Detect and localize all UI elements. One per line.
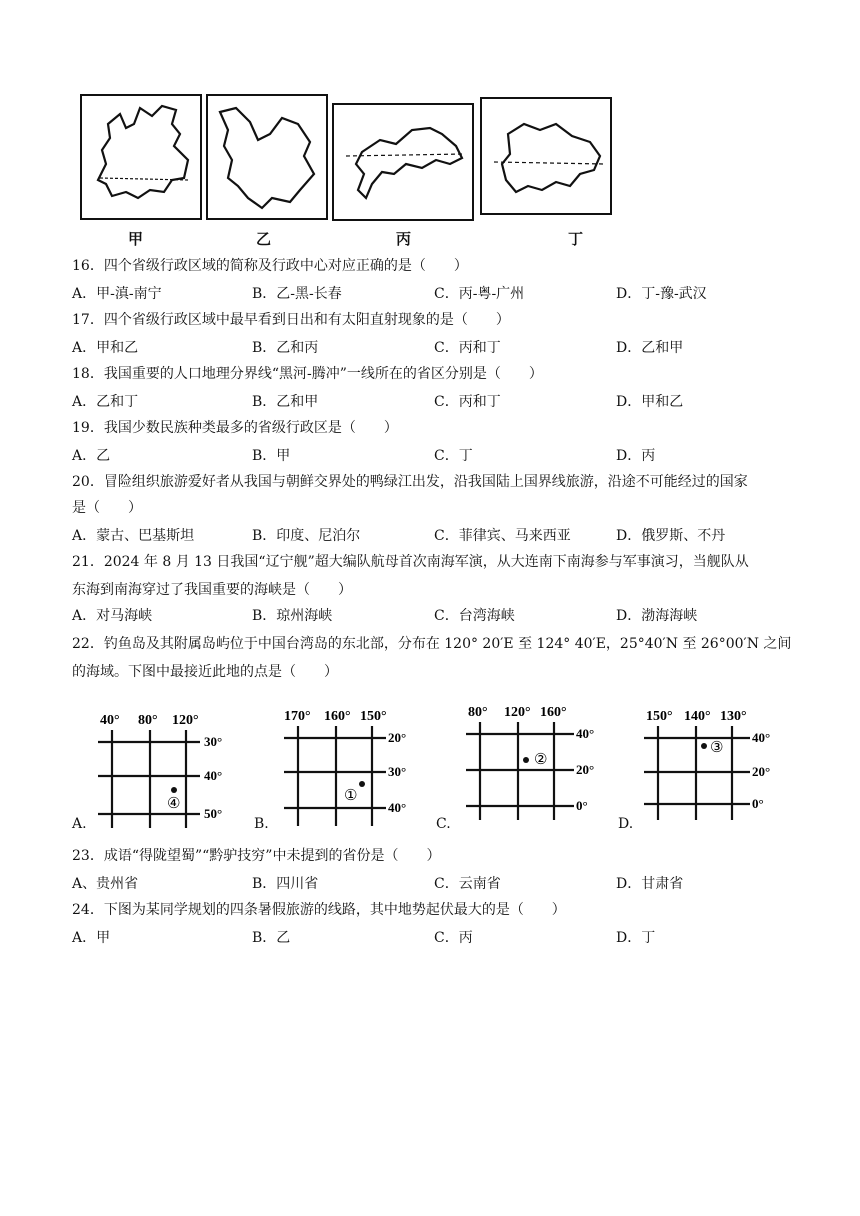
map-label-ding: 丁 [568,230,584,248]
q19-option-a: A．乙 [72,448,111,464]
q17-option-b: B．乙和丙 [252,340,319,356]
q23-option-c: C．云南省 [434,876,501,892]
q23-option-a: A、贵州省 [72,876,139,892]
q19-option-d: D．丙 [616,448,656,464]
question-17-text: 17．四个省级行政区域中最早看到日出和有太阳直射现象的是（ ） [72,312,510,328]
grid-d-figure [616,696,796,832]
province-map-yi [206,94,330,222]
q19-option-b: B．甲 [252,448,291,464]
grid-c-side-label-2: 20° [576,762,595,777]
grid-b-letter: B. [254,816,269,832]
grid-option-c [434,692,614,836]
q18-option-d: D．甲和乙 [616,394,684,410]
grid-b-figure [252,700,422,836]
q24-option-c: C．丙 [434,930,473,946]
question-16-text: 16．四个省级行政区域的简称及行政中心对应正确的是（ ） [72,258,468,274]
grid-option-d [616,696,796,836]
q17-option-d: D．乙和甲 [616,340,684,356]
grid-b-side-label-1: 20° [388,730,407,745]
question-20-text-line2: 是（ ） [72,500,142,516]
grid-c-top-label-1: 80° [468,705,488,720]
question-21-text-line1: 21．2024 年 8 月 13 日我国“辽宁舰”超大编队航母首次南海军演，从大连南下南海参与军事演习，当舰队从 [72,554,749,570]
question-23-text: 23．成语“得陇望蜀”“黔驴技穷”中未提到的省份是（ ） [72,848,441,864]
q21-option-a: A．对马海峡 [72,608,153,624]
question-19-text: 19．我国少数民族种类最多的省级行政区是（ ） [72,420,398,436]
q16-option-c: C．丙-粤-广州 [434,286,525,302]
grid-c-figure [434,692,614,832]
grid-b-point: ① [344,786,358,804]
grid-d-letter: D. [618,816,634,832]
grid-b-top-label-1: 170° [284,709,311,724]
grid-a-figure [70,700,240,836]
q23-option-d: D．甘肃省 [616,876,684,892]
province-maps [70,94,630,254]
q20-option-a: A．蒙古、巴基斯坦 [72,528,195,544]
grid-d-top-label-1: 150° [646,709,673,724]
grid-c-letter: C. [436,816,451,832]
grid-c-side-label-3: 0° [576,798,588,813]
province-map-bing [332,94,476,222]
q24-option-b: B．乙 [252,930,291,946]
question-22-text-line1: 22．钓鱼岛及其附属岛屿位于中国台湾岛的东北部，分布在 120° 20′E 至 124° 40′E，25°40′N 至 26°00′N 之间 [72,636,792,652]
q21-option-d: D．渤海海峡 [616,608,698,624]
grid-a-top-label-2: 80° [138,713,158,728]
q16-option-d: D．丁-豫-武汉 [616,286,707,302]
grid-a-point: ④ [167,794,181,812]
q23-option-b: B．四川省 [252,876,319,892]
q24-option-d: D．丁 [616,930,656,946]
province-map-jia [80,94,204,222]
grid-b-side-label-3: 40° [388,800,407,815]
q20-option-d: D．俄罗斯、不丹 [616,528,726,544]
grid-b-top-label-3: 150° [360,709,387,724]
q18-option-c: C．丙和丁 [434,394,501,410]
q17-option-c: C．丙和丁 [434,340,501,356]
q16-option-a: A．甲-滇-南宁 [72,286,162,302]
map-label-jia: 甲 [128,230,144,248]
q21-option-c: C．台湾海峡 [434,608,515,624]
question-21-text-line2: 东海到南海穿过了我国重要的海峡是（ ） [72,582,352,598]
map-label-yi: 乙 [256,230,272,248]
question-18-text: 18．我国重要的人口地理分界线“黑河-腾冲”一线所在的省区分别是（ ） [72,366,543,382]
q24-option-a: A．甲 [72,930,111,946]
grid-c-top-label-2: 120° [504,705,531,720]
q21-option-b: B．琼州海峡 [252,608,333,624]
province-map-ding [480,94,614,222]
question-20-text-line1: 20．冒险组织旅游爱好者从我国与朝鲜交界处的鸭绿江出发，沿我国陆上国界线旅游，沿途不可能经过的国家 [72,474,748,490]
question-22-text-line2: 的海域。下图中最接近此地的点是（ ） [72,664,338,680]
grid-c-top-label-3: 160° [540,705,567,720]
grid-c-point: ② [534,750,548,768]
q16-option-b: B．乙-黑-长春 [252,286,342,302]
grid-d-top-label-3: 130° [720,709,747,724]
grid-c-side-label-1: 40° [576,726,595,741]
grid-a-side-label-3: 50° [204,806,223,821]
grid-a-letter: A. [72,816,87,832]
q20-option-c: C．菲律宾、马来西亚 [434,528,571,544]
grid-d-point: ③ [710,738,724,756]
q20-option-b: B．印度、尼泊尔 [252,528,361,544]
grid-d-side-label-3: 0° [752,796,764,811]
grid-option-b [252,700,422,840]
q17-option-a: A．甲和乙 [72,340,139,356]
grid-option-a [70,700,240,840]
q18-option-a: A．乙和丁 [72,394,139,410]
grid-b-side-label-2: 30° [388,764,407,779]
grid-d-top-label-2: 140° [684,709,711,724]
question-24-text: 24．下图为某同学规划的四条暑假旅游的线路，其中地势起伏最大的是（ ） [72,902,566,918]
map-label-bing: 丙 [396,230,412,248]
grid-d-side-label-2: 20° [752,764,771,779]
grid-a-top-label-3: 120° [172,713,199,728]
grid-b-top-label-2: 160° [324,709,351,724]
q19-option-c: C．丁 [434,448,473,464]
q18-option-b: B．乙和甲 [252,394,319,410]
grid-a-top-label-1: 40° [100,713,120,728]
grid-a-side-label-1: 30° [204,734,223,749]
grid-a-side-label-2: 40° [204,768,223,783]
grid-d-side-label-1: 40° [752,730,771,745]
